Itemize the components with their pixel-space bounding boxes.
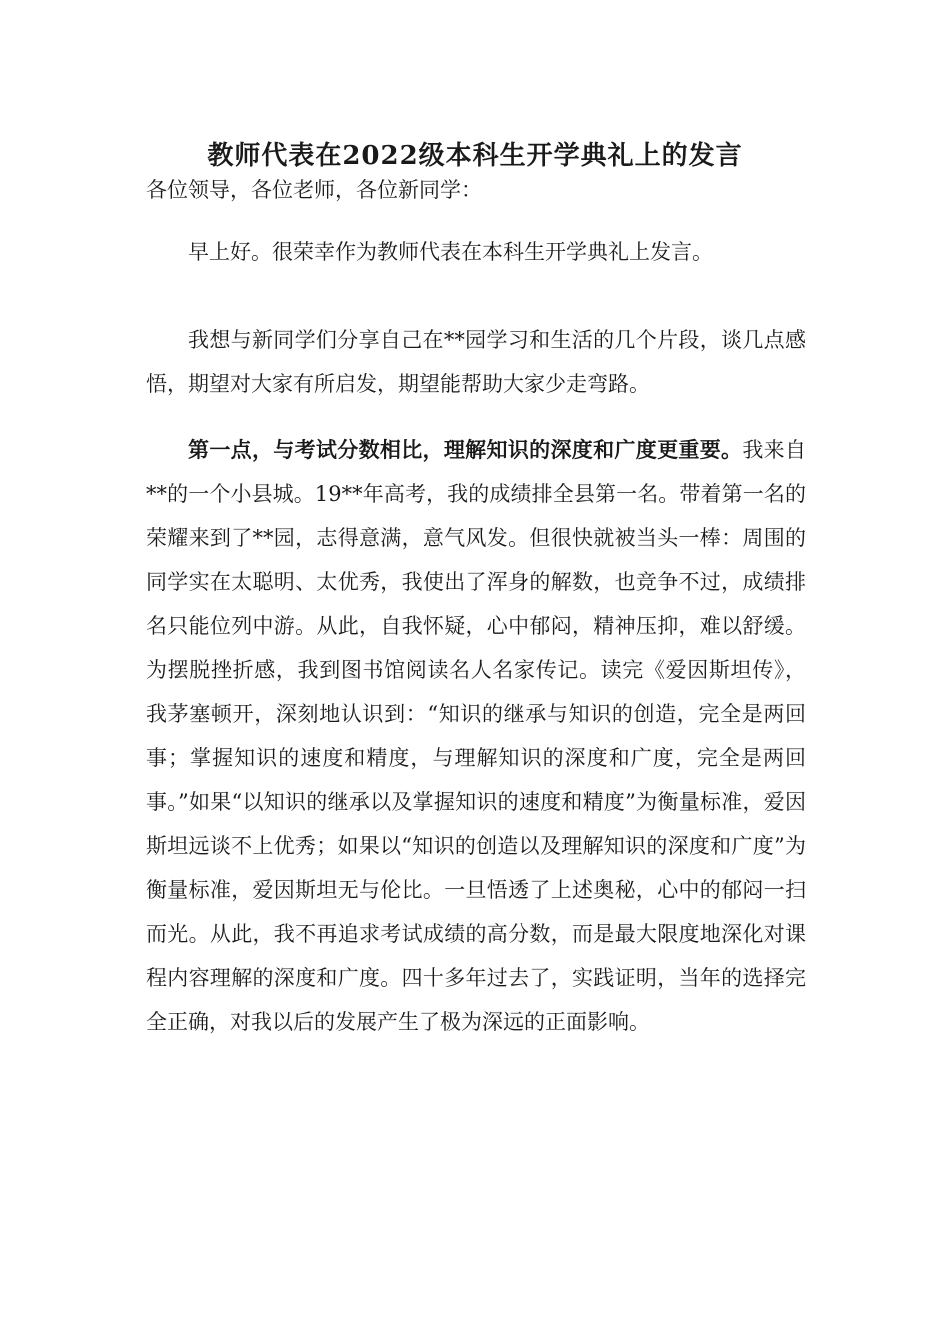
greeting: 各位领导，各位老师，各位新同学：: [146, 178, 482, 202]
point-one-text: 我来自**的一个小县城。19**年高考，我的成绩排全县第一名。带着第一名的荣耀来到了**园，志得意满，意气风发。但很快就被当头一棒：周围的同学实在太聪明、太优秀，我使出了浑身的解数，也竞争不过，成绩排名只能位列中游。从此，自我怀疑，心中郁闷，精神压抑，难以舒缓。为摆脱挫折感，我到图书馆阅读名人名家传记。读完《爱因斯坦传》，我茅塞顿开，深刻地认识到：“知识的继承与知识的创造，完全是两回事；掌握知识的速度和精度，与理解知识的深度和广度，完全是两回事。”如果“以知识的继承以及掌握知识的速度和精度”为衡量标准，爱因斯坦远谈不上优秀；如果以“知识的创造以及理解知识的深度和广度”为衡量标准，爱因斯坦无与伦比。一旦悟透了上述奥秘，心中的郁闷一扫而光。从此，我不再追求考试成绩的高分数，而是最大限度地深化对课程内容理解的深度和广度。四十多年过去了，实践证明，当年的选择完全正确，对我以后的发展产生了极为深远的正面影响。: [146, 438, 807, 1034]
point-one-heading: 第一点，与考试分数相比，理解知识的深度和广度更重要。: [188, 437, 743, 462]
paragraph-point-one: [146, 428, 806, 1044]
document-title: 教师代表在2022级本科生开学典礼上的发言: [207, 141, 743, 171]
paragraph-opening: 早上好。很荣幸作为教师代表在本科生开学典礼上发言。: [188, 240, 713, 264]
paragraph-intro: 我想与新同学们分享自己在**园学习和生活的几个片段，谈几点感悟，期望对大家有所启发，期望能帮助大家少走弯路。: [146, 328, 806, 396]
